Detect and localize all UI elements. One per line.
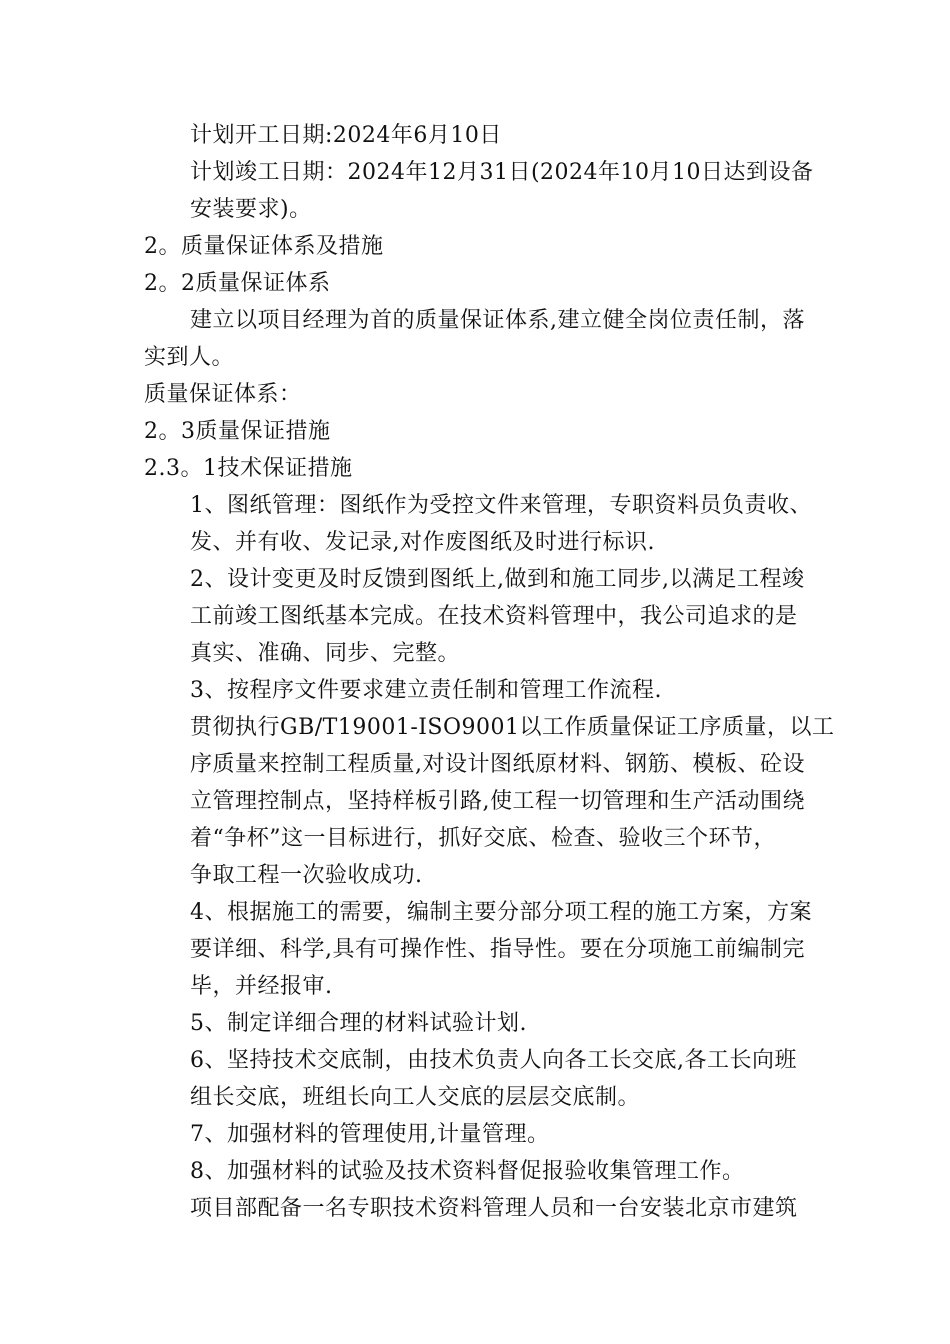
paragraph-line: 贯彻执行GB/T19001-ISO9001以工作质量保证工序质量，以工 (190, 715, 835, 740)
paragraph-line: 争取工程一次验收成功. (190, 863, 423, 888)
section-heading-2: 2。质量保证体系及措施 (144, 234, 384, 259)
list-item-4: 4、根据施工的需要，编制主要分部分项工程的施工方案，方案 (190, 900, 812, 925)
list-item-7: 7、加强材料的管理使用,计量管理。 (190, 1122, 550, 1147)
planned-start-date: 计划开工日期:2024年6月10日 (190, 123, 502, 148)
list-item-2-cont: 工前竣工图纸基本完成。在技术资料管理中，我公司追求的是 (190, 604, 798, 629)
list-item-1: 1、图纸管理：图纸作为受控文件来管理，专职资料员负责收、 (190, 493, 812, 518)
quality-system-label: 质量保证体系： (144, 382, 302, 407)
section-heading-2-2: 2。2质量保证体系 (144, 271, 331, 296)
paragraph-line: 序质量来控制工程质量,对设计图纸原材料、钢筋、模板、砼设 (190, 752, 805, 777)
list-item-3: 3、按程序文件要求建立责任制和管理工作流程. (190, 678, 662, 703)
paragraph-line: 立管理控制点，坚持样板引路,使工程一切管理和生产活动围绕 (190, 789, 805, 814)
list-item-6: 6、坚持技术交底制，由技术负责人向各工长交底,各工长向班 (190, 1048, 797, 1073)
paragraph-line: 项目部配备一名专职技术资料管理人员和一台安装北京市建筑 (190, 1196, 798, 1221)
list-item-5: 5、制定详细合理的材料试验计划. (190, 1011, 527, 1036)
list-item-8: 8、加强材料的试验及技术资料督促报验收集管理工作。 (190, 1159, 745, 1184)
list-item-2: 2、设计变更及时反馈到图纸上,做到和施工同步,以满足工程竣 (190, 567, 805, 592)
text-line: 安装要求)。 (190, 197, 312, 222)
list-item-2-cont: 真实、准确、同步、完整。 (190, 641, 461, 666)
section-heading-2-3: 2。3质量保证措施 (144, 419, 331, 444)
list-item-4-cont: 毕，并经报审. (190, 974, 333, 999)
paragraph-line: 实到人。 (144, 345, 235, 370)
paragraph-line: 着“争杯”这一目标进行，抓好交底、检查、验收三个环节， (190, 826, 776, 851)
planned-completion-date: 计划竣工日期：2024年12月31日(2024年10月10日达到设备 (190, 160, 814, 185)
list-item-4-cont: 要详细、科学,具有可操作性、指导性。要在分项施工前编制完 (190, 937, 805, 962)
paragraph-line: 建立以项目经理为首的质量保证体系,建立健全岗位责任制，落 (190, 308, 805, 333)
section-heading-2-3-1: 2.3。1技术保证措施 (144, 456, 353, 481)
list-item-6-cont: 组长交底，班组长向工人交底的层层交底制。 (190, 1085, 641, 1110)
list-item-1-cont: 发、并有收、发记录,对作废图纸及时进行标识. (190, 530, 655, 555)
